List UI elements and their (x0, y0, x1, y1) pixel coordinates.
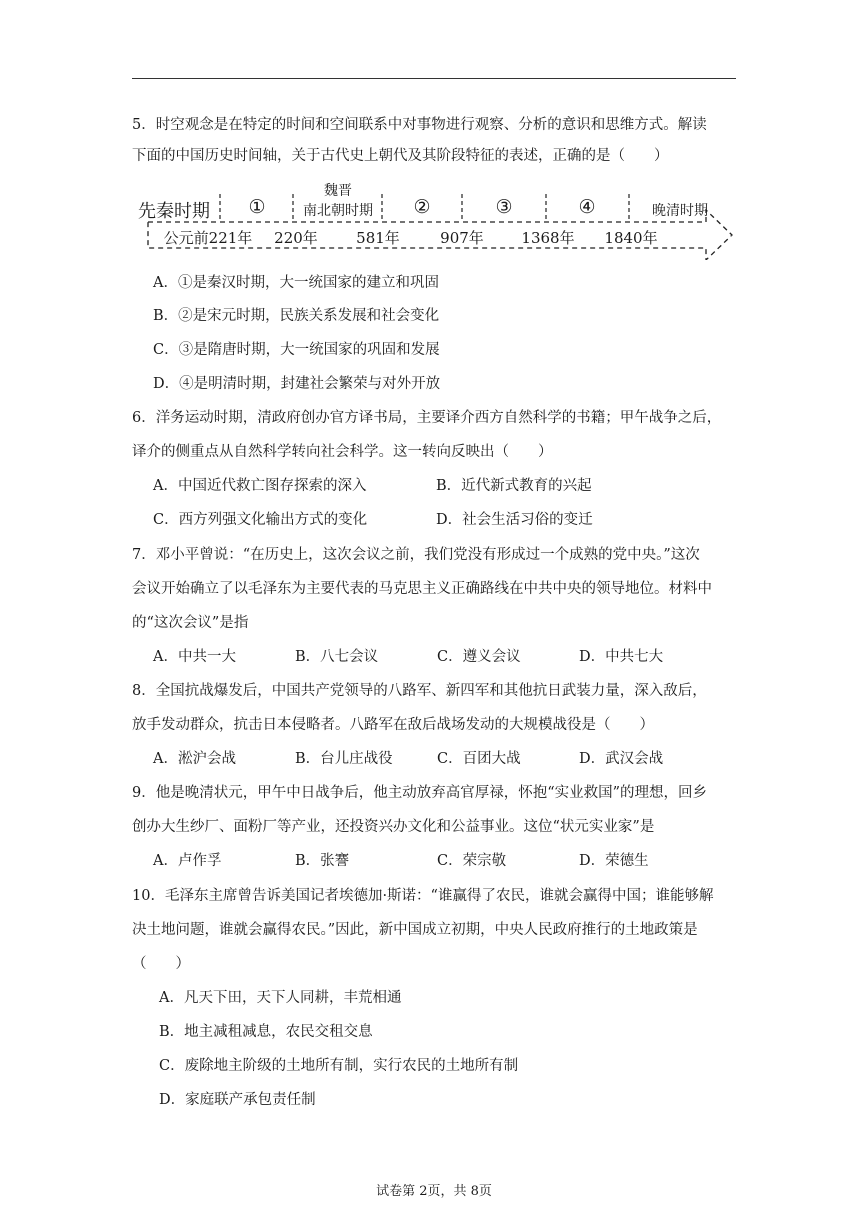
q8-option-c[interactable]: C．百团大战 (437, 751, 521, 767)
q5-stem-line-2: 下面的中国历史时间轴，关于古代史上朝代及其阶段特征的表述，正确的是（ ） (132, 148, 669, 164)
q9-stem-line-2: 创办大生纱厂、面粉厂等产业，还投资兴办文化和公益事业。这位“状元实业家”是 (132, 819, 655, 835)
q10-stem-line-2: 决土地问题，谁就会赢得农民。”因此，新中国成立初期，中央人民政府推行的土地政策是 (132, 922, 698, 938)
q9-stem-line-1: 9．他是晚清状元，甲午中日战争后，他主动放弃高官厚禄，怀抱“实业救国”的理想，回乡 (132, 785, 708, 801)
q8-option-a[interactable]: A．淞沪会战 (153, 751, 236, 767)
q10-option-b[interactable]: B．地主减租减息，农民交租交息 (159, 1024, 373, 1040)
timeline-period: 南北朝时期 (303, 203, 373, 219)
timeline-year: 907年 (440, 229, 484, 247)
q8-stem-line-2: 放手发动群众，抗击日本侵略者。八路军在敌后战场发动的大规模战役是（ ） (132, 717, 654, 733)
q9-options (153, 851, 721, 871)
q6-stem-line-2: 译介的侧重点从自然科学转向社会科学。这一转向反映出（ ） (132, 444, 553, 460)
timeline-period: 先秦时期 (138, 201, 210, 222)
header-rule (132, 78, 736, 79)
timeline-year: 1368年 (521, 229, 575, 247)
q5-stem-line-1: 5．时空观念是在特定的时间和空间联系中对事物进行观察、分析的意识和思维方式。解读 (132, 117, 707, 133)
q6-option-c[interactable]: C．西方列强文化输出方式的变化 (153, 512, 368, 528)
q10-option-d[interactable]: D．家庭联产承包责任制 (159, 1092, 316, 1108)
timeline-year: 220年 (274, 229, 318, 247)
q6-option-b[interactable]: B．近代新式教育的兴起 (436, 478, 592, 494)
timeline-period: ③ (495, 196, 513, 218)
q5-option-d[interactable]: D．④是明清时期，封建社会繁荣与对外开放 (153, 376, 441, 392)
q7-option-a[interactable]: A．中共一大 (153, 649, 236, 665)
timeline-period: ② (413, 196, 431, 218)
q10-stem-line-1: 10．毛泽东主席曾告诉美国记者埃德加·斯诺：“谁赢得了农民，谁就会赢得中国；谁能够解 (132, 888, 714, 904)
q5-option-b[interactable]: B．②是宋元时期，民族关系发展和社会变化 (153, 308, 440, 324)
timeline-period: 晚清时期 (652, 203, 708, 219)
q7-stem-line-2: 会议开始确立了以毛泽东为主要代表的马克思主义正确路线在中共中央的领导地位。材料中 (132, 581, 712, 597)
q9-option-b[interactable]: B．张謇 (295, 853, 350, 869)
q7-options (153, 647, 721, 667)
q5-option-a[interactable]: A．①是秦汉时期，大一统国家的建立和巩固 (153, 275, 439, 291)
q9-option-a[interactable]: A．卢作孚 (153, 853, 222, 869)
q6-option-d[interactable]: D．社会生活习俗的变迁 (436, 512, 593, 528)
timeline-year: 公元前221年 (163, 229, 253, 247)
timeline-year: 1840年 (604, 229, 658, 247)
q10-option-a[interactable]: A．凡天下田，天下人同耕，丰荒相通 (159, 990, 402, 1006)
q6-stem-line-1: 6．洋务运动时期，清政府创办官方译书局，主要译介西方自然科学的书籍；甲午战争之后， (132, 410, 722, 426)
timeline-year: 581年 (356, 229, 400, 247)
q5-option-c[interactable]: C．③是隋唐时期，大一统国家的巩固和发展 (153, 342, 440, 358)
q10-option-c[interactable]: C．废除地主阶级的土地所有制，实行农民的土地所有制 (159, 1058, 519, 1074)
q7-option-c[interactable]: C．遵义会议 (437, 649, 521, 665)
q7-stem-line-1: 7．邓小平曾说：“在历史上，这次会议之前，我们党没有形成过一个成熟的党中央。”这次 (132, 547, 700, 563)
q10-stem-line-3: （ ） (132, 956, 190, 972)
page-footer: 试卷第 2页，共 8页 (376, 1184, 492, 1199)
q6-option-a[interactable]: A．中国近代救亡图存探索的深入 (153, 478, 367, 494)
q8-option-b[interactable]: B．台儿庄战役 (295, 751, 393, 767)
timeline-period: ④ (578, 196, 596, 218)
q9-option-d[interactable]: D．荣德生 (579, 853, 649, 869)
q6-options-row-2 (153, 510, 719, 530)
q8-options (153, 749, 721, 769)
q9-option-c[interactable]: C．荣宗敬 (437, 853, 507, 869)
q8-option-d[interactable]: D．武汉会战 (579, 751, 664, 767)
timeline-period: ① (248, 196, 266, 218)
q6-options-row-1 (153, 476, 719, 496)
q8-stem-line-1: 8．全国抗战爆发后，中国共产党领导的八路军、新四军和其他抗日武装力量，深入敌后， (132, 683, 707, 699)
history-timeline (136, 180, 736, 260)
q7-option-b[interactable]: B．八七会议 (295, 649, 379, 665)
q7-option-d[interactable]: D．中共七大 (579, 649, 664, 665)
timeline-period-top: 魏晋 (324, 183, 352, 199)
q7-stem-line-3: 的“这次会议”是指 (132, 615, 249, 631)
